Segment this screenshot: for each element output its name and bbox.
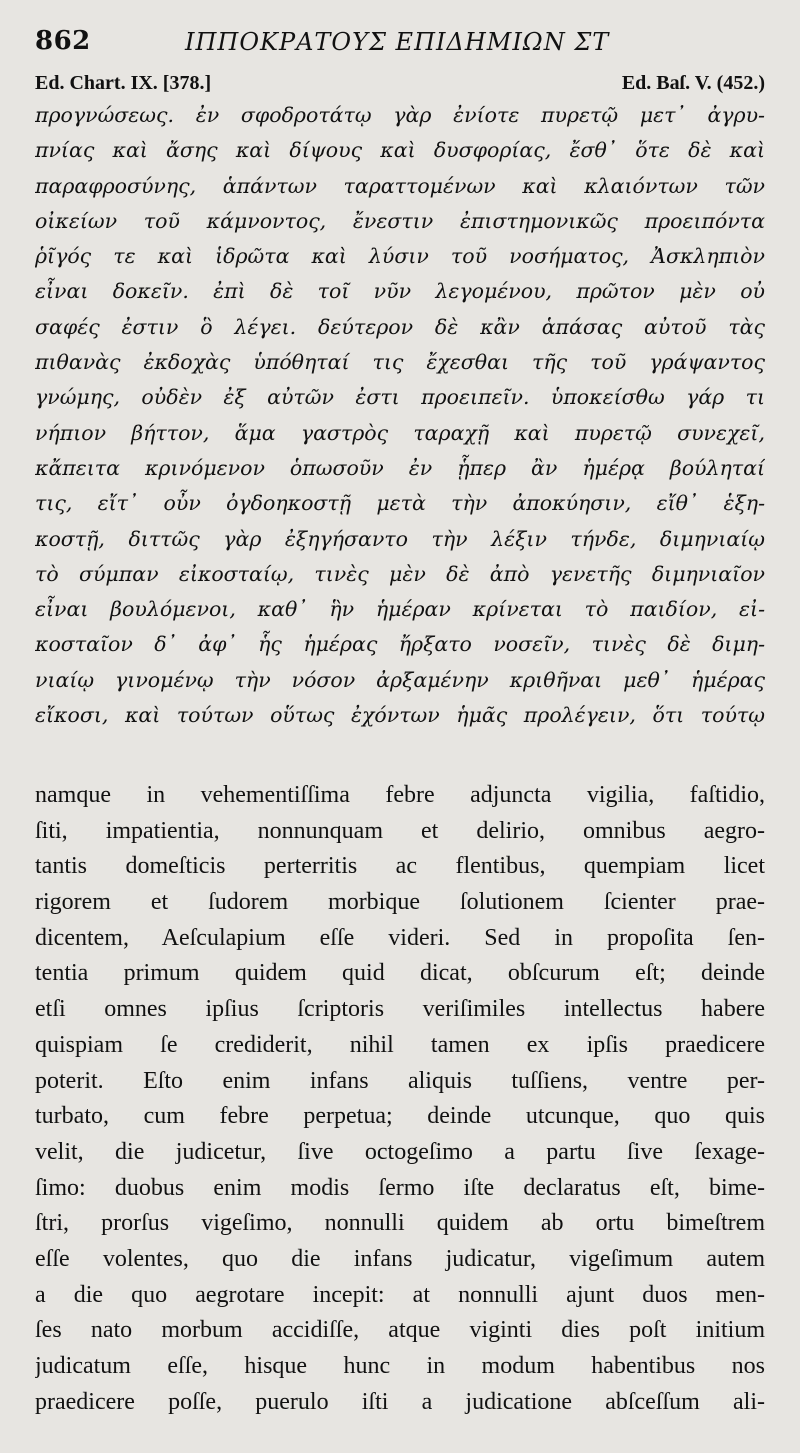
latin-line: turbato, cum febre perpetua; deinde utcunque, quo quis <box>35 1103 765 1130</box>
greek-line: εἶναι βουλόμενοι, καθ᾽ ἣν ἡμέραν κρίνεται τὸ παιδίον, εἰ- <box>35 597 765 622</box>
latin-line: praedicere poſſe, puerulo iſti a judicatione abſceſſum ali- <box>35 1388 765 1415</box>
greek-line: κἄπειτα κρινόμενον ὁπωσοῦν ἐν ᾗπερ ἂν ἡμέρᾳ βούληταί <box>35 455 765 480</box>
greek-line: προγνώσεως. ἐν σφοδροτάτῳ γὰρ ἐνίοτε πυρετῷ μετ᾽ ἀγρυ- <box>35 103 765 127</box>
latin-line: quispiam ſe crediderit, nihil tamen ex ipſis praedicere <box>35 1031 765 1058</box>
greek-line: παραφροσύνης, ἁπάντων ταραττομένων καὶ κλαιόντων τῶν <box>35 173 765 198</box>
greek-line: εἶναι δοκεῖν. ἐπὶ δὲ τοῖ νῦν λεγομένου, πρῶτον μὲν οὐ <box>35 279 765 304</box>
latin-line: judicatum eſſe, hisque hunc in modum habentibus nos <box>35 1353 765 1379</box>
latin-line: tantis domeſticis perterritis ac flentibus, quempiam licet <box>35 853 765 880</box>
latin-line: ſtri, prorſus vigeſimo, nonnulli quidem ab ortu bimeſtrem <box>35 1210 765 1237</box>
latin-line: namque in vehementiſſima febre adjuncta vigilia, faſtidio, <box>35 782 765 808</box>
greek-line: σαφές ἐστιν ὃ λέγει. δεύτερον δὲ κἂν ἁπάσας αὐτοῦ τὰς <box>35 314 765 339</box>
greek-line: πιθανὰς ἐκδοχὰς ὑπόθηταί τις ἔχεσθαι τῆς τοῦ γράψαντος <box>35 350 765 375</box>
latin-line: tentia primum quidem quid dicat, obſcurum eſt; deinde <box>35 960 765 987</box>
greek-line: νιαίῳ γινομένῳ τὴν νόσον ἀρξαμένην κριθῆναι μεθ᾽ ἡμέρας <box>35 667 765 692</box>
greek-line: νήπιον βήττον, ἅμα γαστρὸς ταραχῇ καὶ πυρετῷ συνεχεῖ, <box>35 420 765 445</box>
running-title: ΙΠΠΟΚΡΑΤΟΥΣ ΕΠΙΔΗΜΙΩΝ ΣΤ <box>185 28 610 56</box>
page-header <box>35 26 765 60</box>
latin-line: rigorem et ſudorem morbique ſolutionem ſcienter prae- <box>35 889 765 916</box>
greek-line: οἰκείων τοῦ κάμνοντος, ἔνεστιν ἐπιστημονικῶς προειπόντα <box>35 208 765 233</box>
latin-line: ſiti, impatientia, nonnunquam et delirio, omnibus aegro- <box>35 817 765 844</box>
edition-reference-basel: Ed. Baſ. V. (452.) <box>621 72 765 94</box>
latin-line: velit, die judicetur, ſive octogeſimo a partu ſive ſexage- <box>35 1138 765 1165</box>
greek-line: γνώμης, οὐδὲν ἐξ αὐτῶν ἐστι προειπεῖν. ὑποκείσθω γάρ τι <box>35 385 765 410</box>
latin-line: a die quo aegrotare incepit: at nonnulli ajunt duos men- <box>35 1281 765 1308</box>
greek-line: τὸ σύμπαν εἰκοσταίῳ, τινὲς μὲν δὲ ἀπὸ γενετῆς διμηνιαῖον <box>35 561 765 586</box>
greek-line: ῥῖγός τε καὶ ἱδρῶτα καὶ λύσιν τοῦ νοσήματος, Ἀσκληπιὸν <box>35 244 765 269</box>
greek-line: τις, εἴτ᾽ οὖν ὀγδοηκοστῇ μετὰ τὴν ἀποκύησιν, εἴθ᾽ ἑξη- <box>35 491 765 516</box>
greek-line: κοσταῖον δ᾽ ἀφ᾽ ἧς ἡμέρας ἤρξατο νοσεῖν, τινὲς δὲ διμη- <box>35 632 765 657</box>
greek-line: πνίας καὶ ἄσης καὶ δίψους καὶ δυσφορίας, ἔσθ᾽ ὅτε δὲ καὶ <box>35 138 765 163</box>
page-number: 862 <box>35 26 91 56</box>
latin-line: dicentem, Aeſculapium eſſe videri. Sed in propoſita ſen- <box>35 924 765 951</box>
latin-line: etſi omnes ipſius ſcriptoris veriſimiles intellectus habere <box>35 996 765 1023</box>
greek-line: κοστῇ, διττῶς γὰρ ἐξηγήσαντο τὴν λέξιν τήνδε, διμηνιαίῳ <box>35 526 765 551</box>
greek-line: εἴκοσι, καὶ τούτων οὕτως ἐχόντων ἡμᾶς προλέγειν, ὅτι τούτῳ <box>35 703 765 728</box>
latin-line: poterit. Eſto enim infans aliquis tuſſiens, ventre per- <box>35 1067 765 1094</box>
latin-line: ſes nato morbum accidiſſe, atque viginti dies poſt initium <box>35 1317 765 1344</box>
edition-reference-chart: Ed. Chart. IX. [378.] <box>35 72 212 94</box>
greek-text-block <box>35 98 765 733</box>
latin-line: ſimo: duobus enim modis ſermo iſte declaratus eſt, bime- <box>35 1174 765 1201</box>
latin-text-block <box>35 778 765 1420</box>
latin-line: eſſe volentes, quo die infans judicatur, vigeſimum autem <box>35 1245 765 1272</box>
